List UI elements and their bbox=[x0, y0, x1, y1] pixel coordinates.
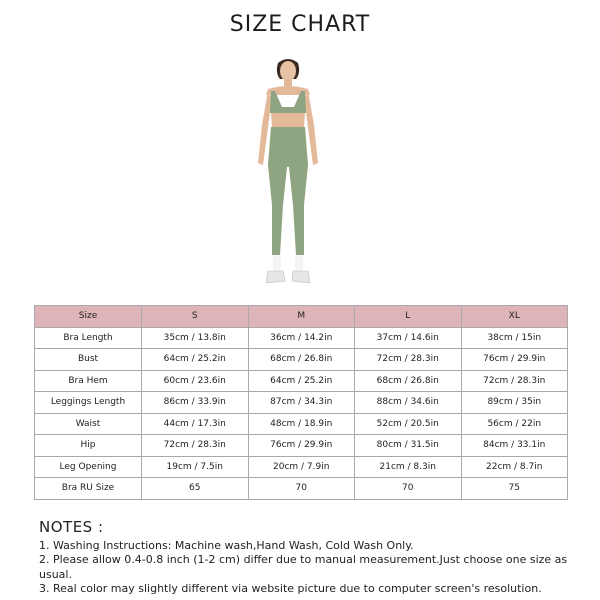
table-cell: 72cm / 28.3in bbox=[355, 349, 462, 371]
row-label: Waist bbox=[35, 413, 142, 435]
table-row bbox=[35, 456, 568, 478]
table-cell: 86cm / 33.9in bbox=[142, 392, 249, 414]
table-cell: 60cm / 23.6in bbox=[142, 370, 249, 392]
table-cell: 76cm / 29.9in bbox=[248, 435, 355, 457]
row-label: Bust bbox=[35, 349, 142, 371]
table-cell: 64cm / 25.2in bbox=[142, 349, 249, 371]
table-cell: 70 bbox=[355, 478, 462, 500]
table-row bbox=[35, 478, 568, 500]
table-row bbox=[35, 392, 568, 414]
table-cell: 76cm / 29.9in bbox=[461, 349, 568, 371]
table-cell: 68cm / 26.8in bbox=[355, 370, 462, 392]
table-row bbox=[35, 413, 568, 435]
note-item: 1. Washing Instructions: Machine wash,Hand Wash, Cold Wash Only. bbox=[39, 538, 414, 552]
table-row bbox=[35, 327, 568, 349]
header-cell: Size bbox=[35, 306, 142, 328]
table-cell: 20cm / 7.9in bbox=[248, 456, 355, 478]
row-label: Bra Hem bbox=[35, 370, 142, 392]
table-cell: 72cm / 28.3in bbox=[142, 435, 249, 457]
table-cell: 21cm / 8.3in bbox=[355, 456, 462, 478]
table-cell: 35cm / 13.8in bbox=[142, 327, 249, 349]
table-cell: 36cm / 14.2in bbox=[248, 327, 355, 349]
table-cell: 37cm / 14.6in bbox=[355, 327, 462, 349]
table-cell: 22cm / 8.7in bbox=[461, 456, 568, 478]
table-cell: 52cm / 20.5in bbox=[355, 413, 462, 435]
table-cell: 65 bbox=[142, 478, 249, 500]
row-label: Bra Length bbox=[35, 327, 142, 349]
row-label: Leggings Length bbox=[35, 392, 142, 414]
table-cell: 64cm / 25.2in bbox=[248, 370, 355, 392]
table-cell: 88cm / 34.6in bbox=[355, 392, 462, 414]
table-row bbox=[35, 349, 568, 371]
table-row bbox=[35, 435, 568, 457]
row-label: Bra RU Size bbox=[35, 478, 142, 500]
note-item: 2. Please allow 0.4-0.8 inch (1-2 cm) differ due to manual measurement.Just choose one size as usual. bbox=[39, 553, 568, 581]
header-cell: M bbox=[248, 306, 355, 328]
table-cell: 44cm / 17.3in bbox=[142, 413, 249, 435]
table-row bbox=[35, 370, 568, 392]
page-title: SIZE CHART bbox=[229, 12, 371, 37]
table-cell: 19cm / 7.5in bbox=[142, 456, 249, 478]
table-cell: 80cm / 31.5in bbox=[355, 435, 462, 457]
note-item: 3. Real color may slightly different via website picture due to computer screen's resolution. bbox=[39, 582, 542, 595]
model-photo bbox=[238, 55, 338, 300]
table-cell: 84cm / 33.1in bbox=[461, 435, 568, 457]
table-cell: 89cm / 35in bbox=[461, 392, 568, 414]
notes-heading: NOTES : bbox=[39, 518, 104, 536]
table-cell: 75 bbox=[461, 478, 568, 500]
table-cell: 48cm / 18.9in bbox=[248, 413, 355, 435]
header-cell: S bbox=[142, 306, 249, 328]
table-cell: 87cm / 34.3in bbox=[248, 392, 355, 414]
table-cell: 70 bbox=[248, 478, 355, 500]
table-cell: 68cm / 26.8in bbox=[248, 349, 355, 371]
table-cell: 72cm / 28.3in bbox=[461, 370, 568, 392]
notes-section bbox=[39, 520, 600, 597]
size-table bbox=[34, 305, 568, 500]
table-cell: 56cm / 22in bbox=[461, 413, 568, 435]
row-label: Leg Opening bbox=[35, 456, 142, 478]
header-cell: L bbox=[355, 306, 462, 328]
table-header-row bbox=[35, 306, 568, 328]
header-cell: XL bbox=[461, 306, 568, 328]
row-label: Hip bbox=[35, 435, 142, 457]
table-cell: 38cm / 15in bbox=[461, 327, 568, 349]
